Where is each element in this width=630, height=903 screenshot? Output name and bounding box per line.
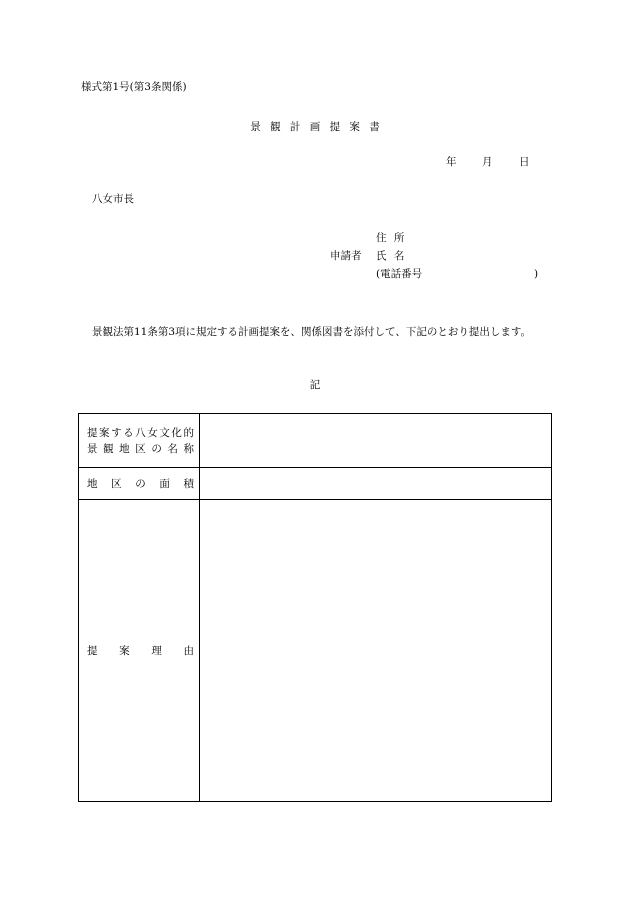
applicant-phone-label: (電話番号 [376,268,423,280]
document-title-text: 景 観 計 画 提 案 書 [250,121,380,133]
applicant-address-label: 住 所 [376,232,405,244]
district-area-label-cell [79,468,200,500]
date-year-label: 年 [446,156,457,168]
addressee: 八女市長 [92,193,134,205]
table-row [79,500,552,802]
district-name-label-line1: 提案する八女文化的 [87,426,194,439]
document-title [0,122,630,133]
date-day-label: 日 [519,156,530,168]
table-row [79,414,552,468]
applicant-name-label: 氏 名 [376,250,405,262]
applicant-role-label: 申請者 [330,250,362,262]
district-name-label-cell [79,414,200,468]
ki-heading: 記 [309,379,321,391]
district-area-label: 地区の面積 [87,477,194,490]
proposal-reason-label-cell [79,500,200,802]
proposal-reason-label: 提案理由 [87,644,194,657]
proposal-reason-field[interactable] [200,500,552,802]
form-table [78,413,552,802]
table-row [79,468,552,500]
form-number: 様式第1号(第3条関係) [81,81,187,93]
body-text: 景観法第11条第3項に規定する計画提案を、関係図書を添付して、下記のとおり提出します。 [92,326,531,338]
applicant-phone-close: ) [534,268,539,280]
district-area-field[interactable] [200,468,552,500]
date-month-label: 月 [482,156,493,168]
district-name-field[interactable] [200,414,552,468]
district-name-label-line2: 景観地区の名称 [87,442,194,455]
date-line [446,157,538,169]
